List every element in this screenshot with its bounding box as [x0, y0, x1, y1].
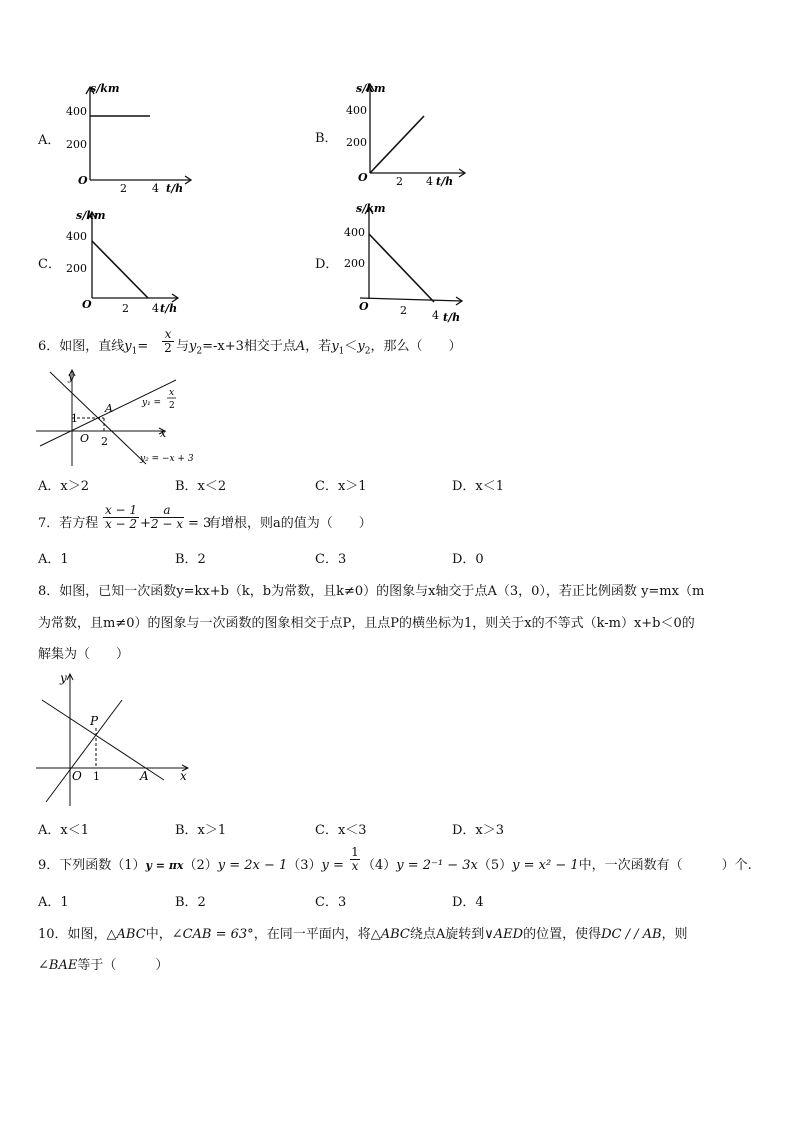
graph-a-tick-2: 2 — [120, 182, 127, 195]
graph-b-s-label: s/km — [356, 82, 386, 95]
q7-prefix: 7．若方程 — [38, 516, 99, 531]
graph-c-tick-400: 400 — [66, 230, 87, 243]
q8-fig-a: A — [140, 769, 149, 783]
q7-fraction-1: x − 1 x − 2 — [104, 503, 138, 531]
graph-b-tick-400: 400 — [346, 104, 367, 117]
q8-fig-y: y — [60, 671, 67, 685]
graph-d-tick-2: 2 — [400, 304, 407, 317]
graph-d — [340, 200, 480, 325]
q8-option-d[interactable]: D．x＞3 — [452, 823, 505, 838]
q8-line-1: 8．如图，已知一次函数y=kx+b（k，b为常数，且k≠0）的图象与x轴交于点A（3，0），若正比例函数 y=mx（m — [38, 584, 705, 599]
graph-a-tick-4: 4 — [152, 182, 159, 195]
q6-fraction: x 2 — [162, 328, 174, 355]
q6-fig-line1: y₁ = — [142, 398, 162, 408]
q7-eq: = 3 — [188, 516, 212, 531]
graph-b-tick-2: 2 — [396, 175, 403, 188]
graph-c-tick-200: 200 — [66, 262, 87, 275]
q6-option-b[interactable]: B．x＜2 — [175, 479, 227, 494]
q9-stem-rest: （4）y = 2⁻¹ − 3x（5）y = x² − 1中，一次函数有（ ）个. — [362, 858, 752, 873]
q5-option-b-label: B． — [315, 131, 338, 146]
q9-stem: 9．下列函数（1）y = πx（2）y = 2x − 1（3）y = — [38, 858, 344, 873]
graph-b-origin: O — [358, 171, 368, 184]
graph-d-tick-400: 400 — [344, 226, 365, 239]
q7-plus: + — [140, 516, 151, 531]
q6-stem-rest: 与$y_2=-x+3$相交于点A，若$y_1<y_2$，那么（ ） — [176, 339, 462, 357]
q8-figure — [36, 668, 196, 808]
q6-fig-line1-num: x — [169, 388, 175, 398]
graph-d-tick-4: 4 — [432, 309, 439, 322]
q7-option-d[interactable]: D．0 — [452, 552, 484, 567]
graph-d-s-label: s/km — [356, 202, 386, 215]
q9-option-a[interactable]: A．1 — [38, 895, 69, 910]
graph-c-origin: O — [82, 298, 92, 311]
q6-fig-y: y — [68, 370, 75, 383]
q7-option-b[interactable]: B．2 — [175, 552, 206, 567]
q8-option-a[interactable]: A．x＜1 — [38, 823, 89, 838]
q10-line-1: 10．如图，△ABC中，∠CAB = 63°，在同一平面内，将△ABC绕点A旋转到∨AED的位置，使得DC / / AB，则 — [38, 927, 688, 942]
graph-b-tick-4: 4 — [426, 175, 433, 188]
graph-a-tick-200: 200 — [66, 138, 87, 151]
graph-a — [60, 80, 200, 195]
q9-option-c[interactable]: C．3 — [315, 895, 347, 910]
q6-fig-x: x — [160, 427, 167, 440]
q6-option-c[interactable]: C．x＞1 — [315, 479, 367, 494]
q6-fig-line1-den: 2 — [169, 401, 175, 411]
q6-figure — [36, 368, 216, 468]
graph-c-tick-2: 2 — [122, 302, 129, 315]
q9-fraction: 1 x — [351, 845, 359, 873]
graph-b-t-label: t/h — [436, 175, 454, 188]
q5-option-d-label: D． — [315, 257, 339, 272]
q9-option-b[interactable]: B．2 — [175, 895, 206, 910]
q8-fig-p: P — [90, 714, 99, 728]
graph-a-t-label: t/h — [166, 182, 184, 195]
q8-option-c[interactable]: C．x＜3 — [315, 823, 367, 838]
graph-a-tick-400: 400 — [66, 105, 87, 118]
q6-fig-one: 1 — [71, 412, 78, 425]
q6-stem: 6．如图，直线$y_1=$ — [38, 339, 149, 357]
graph-b-tick-200: 200 — [346, 136, 367, 149]
q7-option-a[interactable]: A．1 — [38, 552, 69, 567]
graph-c-s-label: s/km — [76, 209, 106, 222]
q8-fig-x: x — [180, 769, 187, 783]
q8-line-3: 解集为（ ） — [38, 647, 130, 662]
q6-fig-o: O — [80, 432, 90, 445]
graph-a-s-label: s/km — [90, 82, 120, 95]
q6-fig-line2: y₂ = −x + 3 — [140, 454, 194, 464]
q6-option-d[interactable]: D．x＜1 — [452, 479, 505, 494]
q7-fraction-2: a 2 − x — [150, 503, 184, 531]
q6-fig-two: 2 — [101, 435, 108, 448]
q8-fig-one: 1 — [93, 770, 100, 783]
q5-option-a-label: A． — [38, 133, 61, 148]
q6-option-a[interactable]: A．x＞2 — [38, 479, 89, 494]
graph-c — [60, 205, 200, 323]
graph-d-t-label: t/h — [443, 311, 461, 324]
graph-b — [340, 80, 480, 195]
q8-line-2: 为常数，且m≠0）的图象与一次函数的图象相交于点P，且点P的横坐标为1，则关于x的不等式（k-m）x+b＜0的 — [38, 616, 695, 631]
graph-c-tick-4: 4 — [152, 302, 159, 315]
q8-option-b[interactable]: B．x＞1 — [175, 823, 227, 838]
q9-option-d[interactable]: D．4 — [452, 895, 484, 910]
q8-fig-o: O — [72, 769, 82, 783]
q5-option-c-label: C． — [38, 257, 61, 272]
graph-a-origin: O — [78, 174, 88, 187]
q10-line-2: ∠BAE等于（ ） — [38, 958, 169, 973]
q7-option-c[interactable]: C．3 — [315, 552, 347, 567]
q6-fig-a: A — [105, 402, 113, 415]
graph-c-t-label: t/h — [160, 302, 178, 315]
graph-d-tick-200: 200 — [344, 257, 365, 270]
q7-suffix: 有增根，则a的值为（ ） — [208, 516, 372, 531]
graph-d-origin: O — [359, 300, 369, 313]
